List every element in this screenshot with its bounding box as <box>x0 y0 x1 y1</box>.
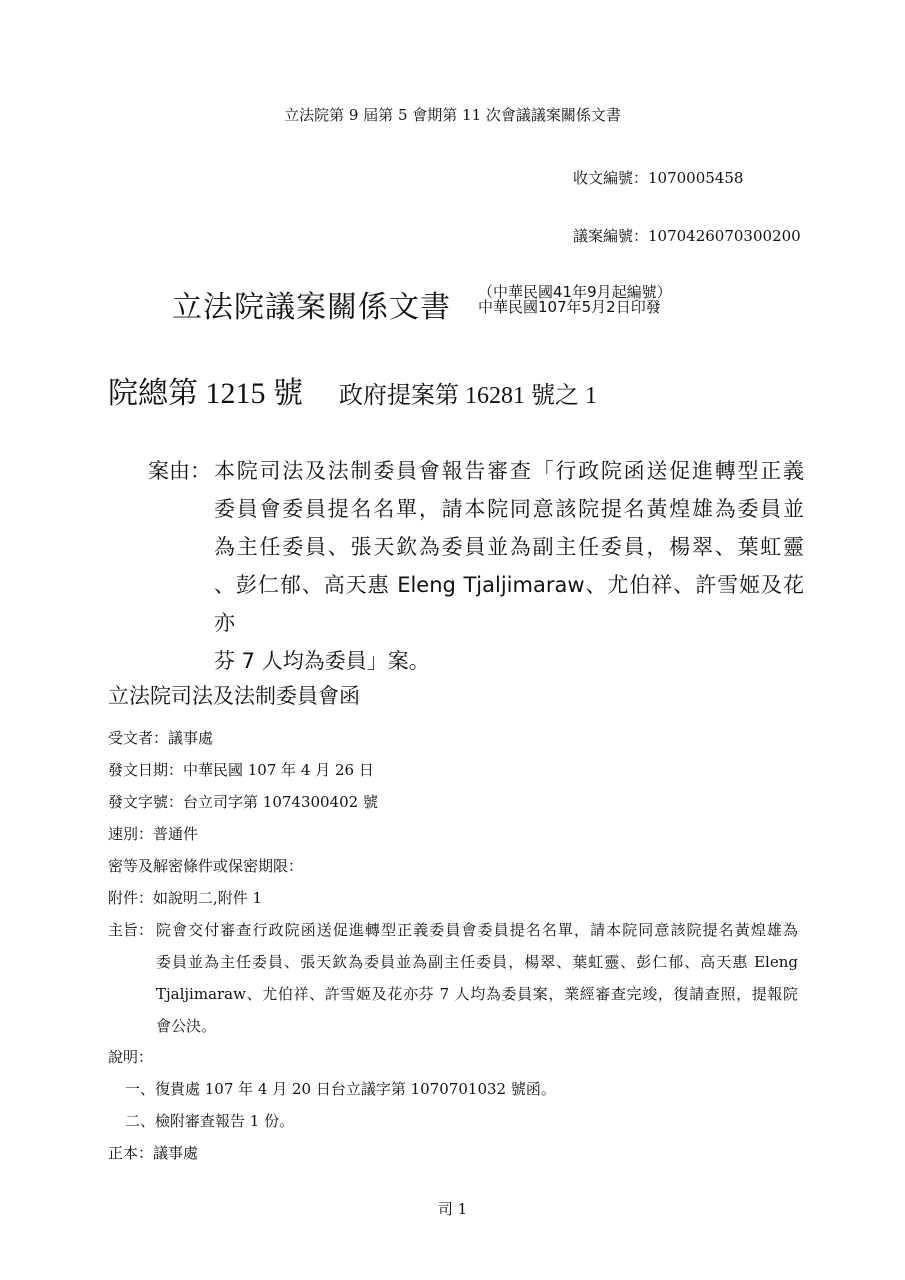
purpose-line: Tjaljimaraw、尤伯祥、許雪姬及花亦芬 7 人均為委員案，業經審查完竣，復請查照，提報院 <box>156 985 798 1003</box>
general-number: 院總第 1215 號 <box>108 377 303 410</box>
subject-label: 案由： <box>148 459 211 483</box>
classification-field: 密等及解密條件或保密期限： <box>108 857 304 875</box>
page-number: 司 1 <box>437 1200 468 1218</box>
explanation-item: 一、復貴處 107 年 4 月 20 日台立議字第 1070701032 號函。 <box>125 1080 556 1098</box>
letter-title: 立法院司法及法制委員會函 <box>108 684 360 708</box>
attachment-field: 附件：如說明二,附件 1 <box>108 889 263 907</box>
subject-text <box>214 452 804 680</box>
subject-line: 為主任委員、張天欽為委員並為副主任委員，楊翠、葉虹靈 <box>214 535 804 559</box>
purpose-line: 院會交付審查行政院函送促進轉型正義委員會委員提名名單，請本院同意該院提名黃煌雄為 <box>156 921 798 939</box>
subject-line: 委員會委員提名名單，請本院同意該院提名黃煌雄為委員並 <box>214 497 804 521</box>
subject-line: 本院司法及法制委員會報告審查「行政院函送促進轉型正義 <box>214 459 804 483</box>
issue-reference-field: 發文字號：台立司字第 1074300402 號 <box>108 793 378 811</box>
purpose-line: 會公決。 <box>156 1017 217 1035</box>
bill-number: 議案編號：1070426070300200 <box>573 227 801 245</box>
document-number-line <box>108 368 597 412</box>
subject-line: 、彭仁郁、高天惠 Eleng Tjaljimaraw、尤伯祥、許雪姬及花亦 <box>214 573 804 635</box>
session-header: 立法院第 9 屆第 5 會期第 11 次會議議案關係文書 <box>284 106 621 124</box>
issue-date-field: 發文日期：中華民國 107 年 4 月 26 日 <box>108 761 374 779</box>
copy-to-field: 正本：議事處 <box>108 1144 199 1162</box>
subject-line: 芬 7 人均為委員」案。 <box>214 649 430 673</box>
speed-field: 速別：普通件 <box>108 825 199 843</box>
numbering-note: （中華民國41年9月起編號） <box>478 283 672 301</box>
recipient-field: 受文者：議事處 <box>108 729 214 747</box>
document-title: 立法院議案關係文書 <box>172 290 451 325</box>
gov-proposal-number: 政府提案第 16281 號之 1 <box>339 383 597 409</box>
purpose-label: 主旨： <box>108 921 154 939</box>
explanation-item: 二、檢附審查報告 1 份。 <box>125 1112 295 1130</box>
printed-date-note: 中華民國107年5月2日印發 <box>478 298 661 316</box>
receipt-number: 收文編號：1070005458 <box>573 169 744 187</box>
purpose-line: 委員並為主任委員、張天欽為委員並為副主任委員，楊翠、葉虹靈、彭仁郁、高天惠 Eleng <box>156 953 798 971</box>
explanation-label: 說明： <box>108 1048 154 1066</box>
